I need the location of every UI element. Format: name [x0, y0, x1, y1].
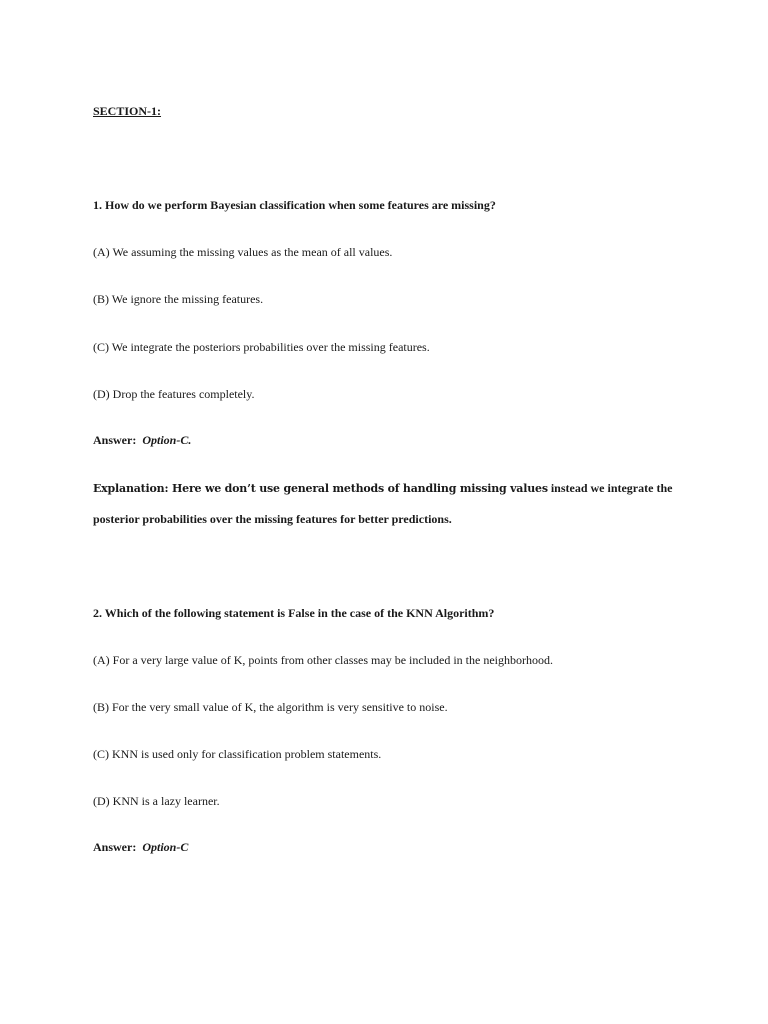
answer-label: Answer:	[93, 433, 137, 447]
question-1-option-a: (A) We assuming the missing values as the mean of all values.	[93, 245, 393, 259]
question-1-option-c: (C) We integrate the posteriors probabilities over the missing features.	[93, 340, 430, 354]
question-2-option-c: (C) KNN is used only for classification problem statements.	[93, 747, 382, 761]
explanation-lead: Explanation: Here we don’t use general methods of handling missing values	[93, 482, 548, 495]
question-1-option-d: (D) Drop the features completely.	[93, 387, 255, 401]
answer-value: Option-C.	[142, 433, 192, 447]
question-2-text: 2. Which of the following statement is False in the case of the KNN Algorithm?	[93, 606, 495, 620]
question-2-option-d: (D) KNN is a lazy learner.	[93, 794, 220, 808]
section-heading: SECTION-1:	[93, 104, 162, 118]
question-1-explanation-line-1	[93, 481, 672, 496]
answer-value: Option-C	[142, 840, 189, 854]
answer-label: Answer:	[93, 840, 137, 854]
question-2-option-b: (B) For the very small value of K, the algorithm is very sensitive to noise.	[93, 700, 448, 714]
question-1-answer	[93, 433, 191, 447]
question-1-explanation-line-2: posterior probabilities over the missing features for better predictions.	[93, 512, 452, 526]
question-2-option-a: (A) For a very large value of K, points from other classes may be included in the neighborhood.	[93, 653, 553, 667]
question-1-option-b: (B) We ignore the missing features.	[93, 292, 264, 306]
question-1-text: 1. How do we perform Bayesian classification when some features are missing?	[93, 198, 496, 212]
explanation-rest: instead we integrate the	[547, 481, 673, 495]
question-2-answer	[93, 840, 188, 854]
